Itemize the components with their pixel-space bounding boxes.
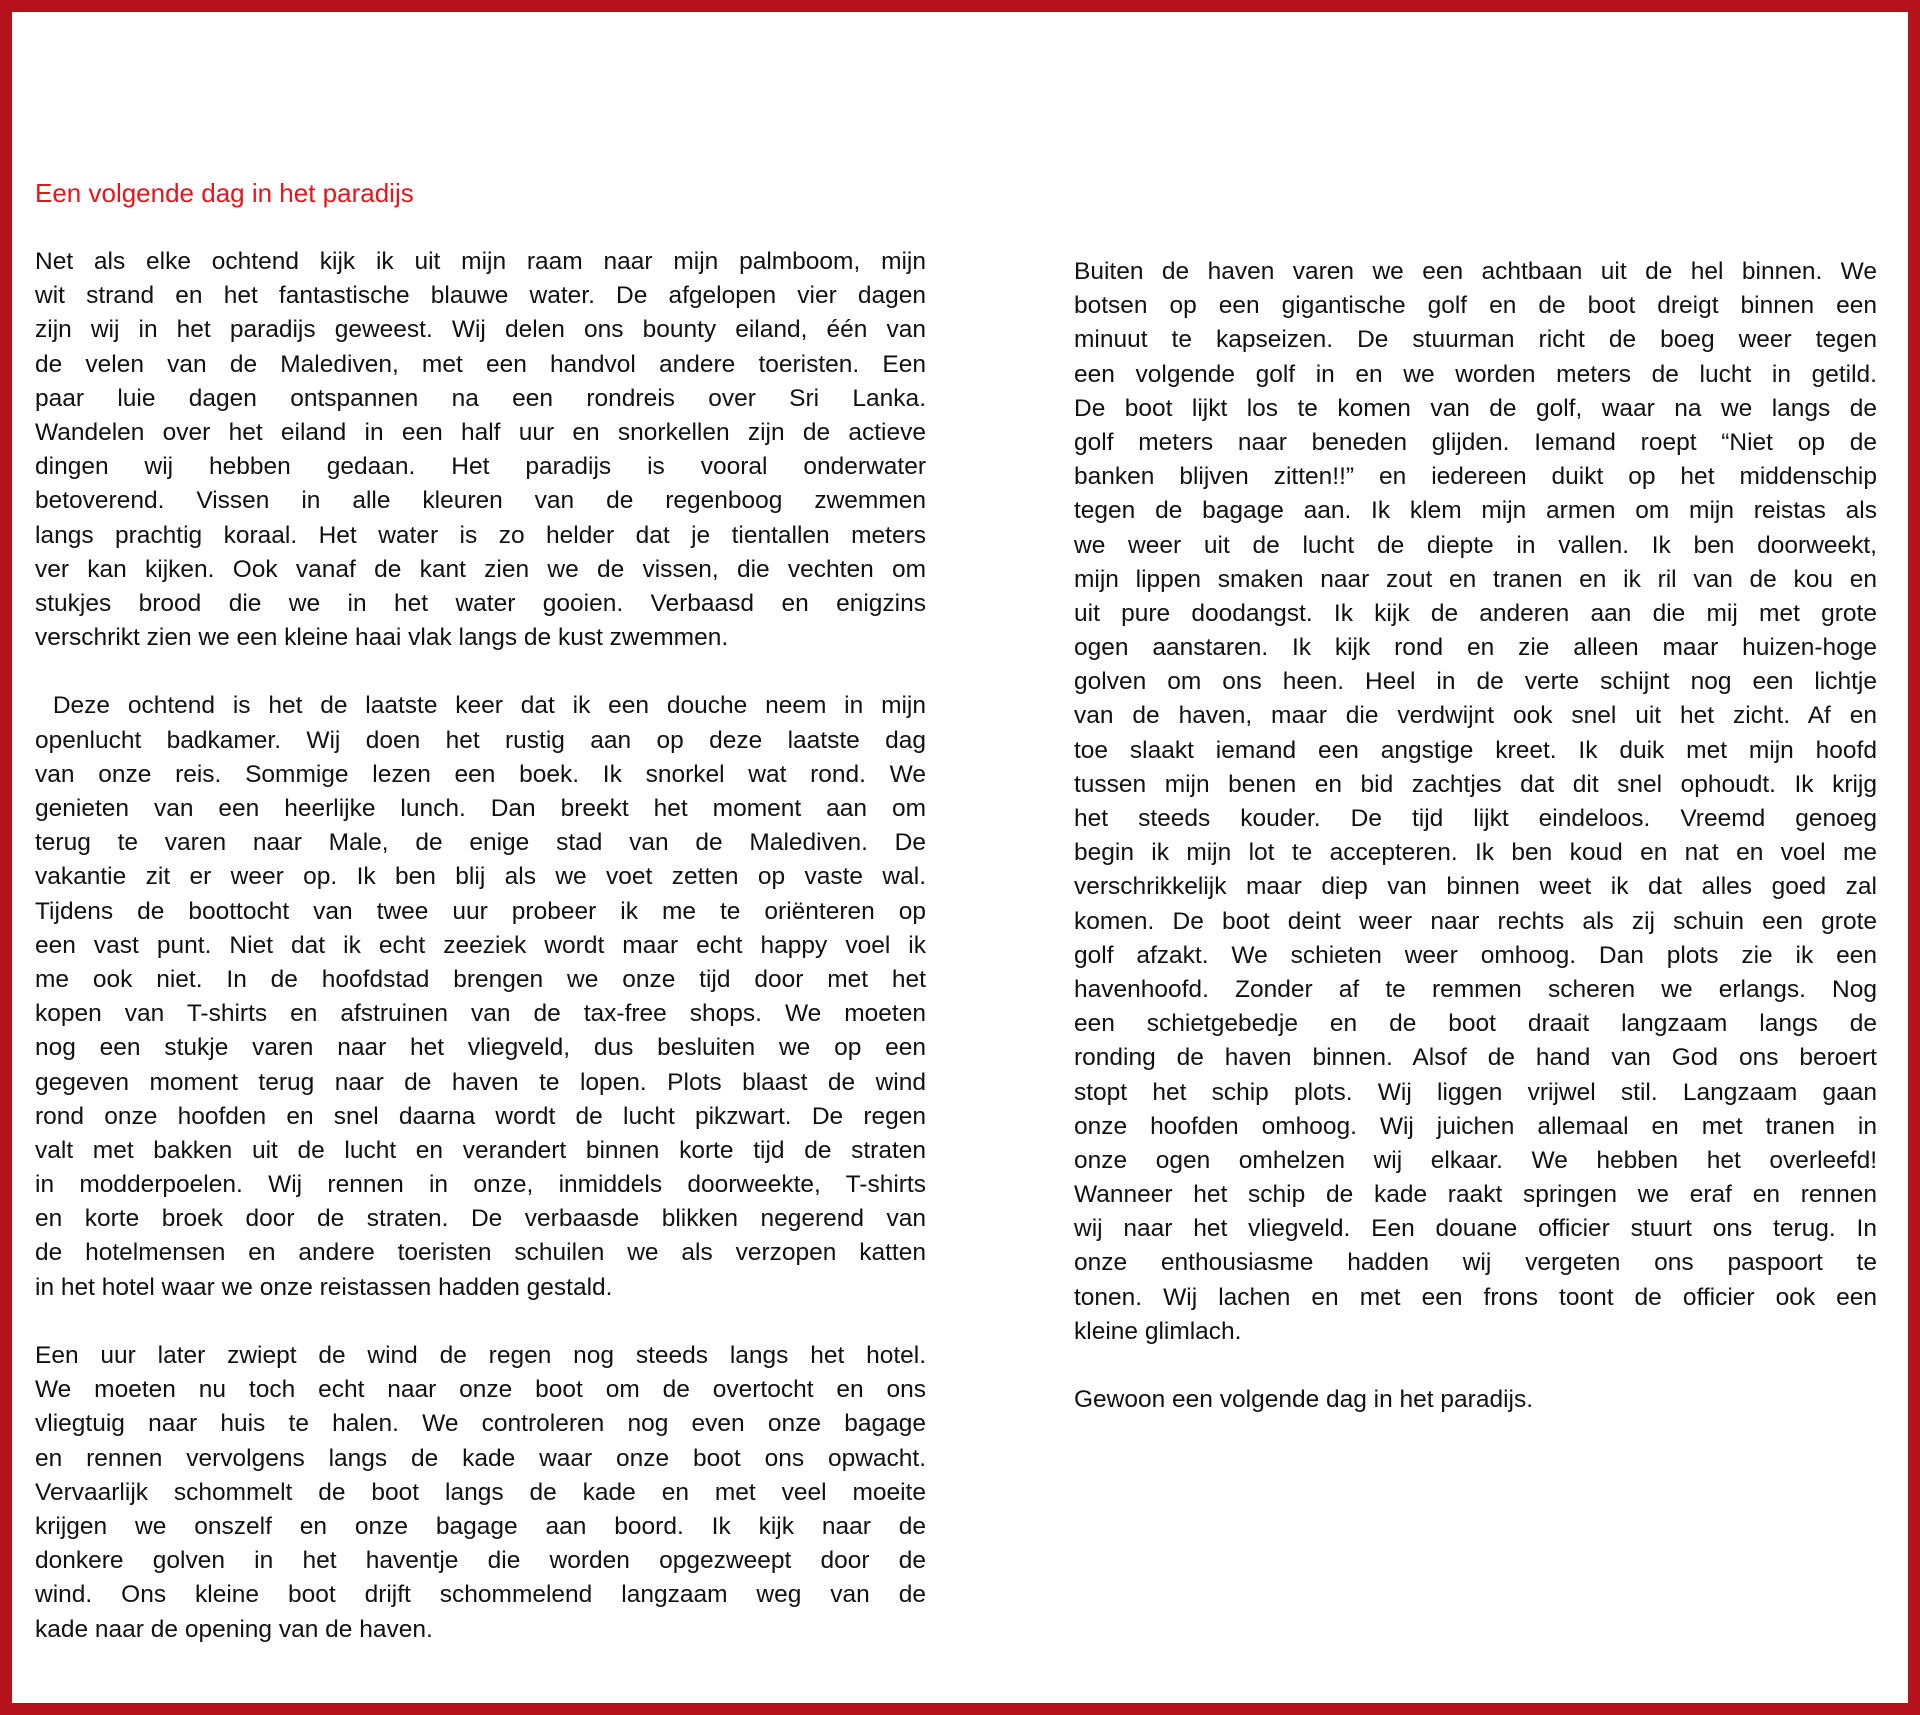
text-line: onze ogen omhelzen wij elkaar. We hebben het overleefd! [1074,1146,1877,1174]
text-line: komen. De boot deint weer naar rechts als zij schuin een grote [1074,907,1877,935]
text-line: uit pure doodangst. Ik kijk de anderen aan die mij met grote [1074,599,1877,627]
text-line: nog een stukje varen naar het vliegveld, dus besluiten we op een [35,1034,926,1062]
text-line: golven om ons heen. Heel in de verte schijnt nog een lichtje [1074,668,1877,696]
text-line: Tijdens de boottocht van twee uur probeer ik me te oriënteren op [35,897,926,925]
text-line: genieten van een heerlijke lunch. Dan breekt het moment aan om [35,795,926,822]
text-line: van de haven, maar die verdwijnt ook snel uit het zicht. Af en [1074,702,1877,730]
text-line: wij naar het vliegveld. Een douane officier stuurt ons terug. In [1074,1215,1877,1243]
text-line: wit strand en het fantastische blauwe water. De afgelopen vier dagen [35,282,926,310]
text-line: tussen mijn benen en bid zachtjes dat dit snel ophoudt. Ik krijg [1074,770,1877,798]
text-line: een schietgebedje en de boot draait langzaam langs de [1074,1010,1877,1038]
paragraph [1074,1383,1877,1417]
text-line: kopen van T-shirts en afstruinen van de tax-free shops. We moeten [35,1000,926,1028]
text-line: paar luie dagen ontspannen na een rondreis over Sri Lanka. [35,384,926,412]
text-line: in het hotel waar we onze reistassen hadden gestald. [35,1273,613,1301]
text-line: betoverend. Vissen in alle kleuren van de regenboog zwemmen [35,487,926,515]
text-line: We moeten nu toch echt naar onze boot om de overtocht en ons [35,1376,926,1404]
text-line: in modderpoelen. Wij rennen in onze, inmiddels doorweekte, T-shirts [35,1171,926,1199]
text-line: Buiten de haven varen we een achtbaan uit de hel binnen. We [1074,258,1877,285]
text-line: De boot lijkt los te komen van de golf, waar na we langs de [1074,394,1877,422]
text-line: tegen de bagage aan. Ik klem mijn armen om mijn reistas als [1074,497,1877,525]
text-line: stukjes brood die we in het water gooien. Verbaasd en enigzins [35,589,926,617]
text-line: toe slaakt iemand een angstige kreet. Ik duik met mijn hoofd [1074,736,1877,764]
text-line: we weer uit de lucht de diepte in vallen. Ik ben doorweekt, [1074,531,1877,559]
text-line: en korte broek door de straten. De verbaasde blikken negerend van [35,1205,926,1233]
text-line: Wandelen over het eiland in een half uur en snorkellen zijn de actieve [35,418,926,446]
text-line: terug te varen naar Male, de enige stad van de Malediven. De [35,829,926,857]
text-line: krijgen we onszelf en onze bagage aan boord. Ik kijk naar de [35,1512,926,1540]
text-line: ronding de haven binnen. Alsof de hand van God ons beroert [1074,1044,1877,1072]
text-line: Deze ochtend is het de laatste keer dat ik een douche neem in mijn [35,692,926,720]
text-line: onze hoofden omhoog. Wij juichen allemaal en met tranen in [1074,1112,1877,1140]
text-line: openlucht badkamer. Wij doen het rustig aan op deze laatste dag [35,726,926,754]
text-line: vakantie zit er weer op. Ik ben blij als we voet zetten op vaste wal. [35,863,926,891]
text-line: gegeven moment terug naar de haven te lopen. Plots blaast de wind [35,1068,926,1096]
text-line: rond onze hoofden en snel daarna wordt de lucht pikzwart. De regen [35,1102,926,1130]
text-line: de hotelmensen en andere toeristen schuilen we als verzopen katten [35,1239,926,1267]
text-line: zijn wij in het paradijs geweest. Wij delen ons bounty eiland, één van [35,316,926,344]
paragraph [35,689,926,1304]
text-line: tonen. Wij lachen en met een frons toont de officier ook een [1074,1283,1877,1311]
text-line: valt met bakken uit de lucht en verandert binnen korte tijd de straten [35,1136,926,1164]
text-line: havenhoofd. Zonder af te remmen scheren we erlangs. Nog [1074,975,1877,1003]
paragraph [1074,255,1877,1349]
text-line: me ook niet. In de hoofdstad brengen we onze tijd door met het [35,965,926,993]
text-line: minuut te kapseizen. De stuurman richt de boeg weer tegen [1074,326,1877,354]
text-line: de velen van de Malediven, met een handvol andere toeristen. Een [35,350,926,378]
text-line: Een uur later zwiept de wind de regen nog steeds langs het hotel. [35,1342,926,1369]
text-line: onze enthousiasme hadden wij vergeten ons paspoort te [1074,1249,1877,1277]
paragraph [35,1339,926,1647]
text-line: kleine glimlach. [1074,1317,1242,1345]
text-line: golf afzakt. We schieten weer omhoog. Dan plots zie ik een [1074,941,1877,969]
text-line: begin ik mijn lot te accepteren. Ik ben koud en nat en voel me [1074,839,1877,867]
text-line: banken blijven zitten!!” en iedereen duikt op het middenschip [1074,463,1877,491]
text-line: vliegtuig naar huis te halen. We controleren nog even onze bagage [35,1410,926,1438]
text-line: verschrikkelijk maar diep van binnen weet ik dat alles goed zal [1074,873,1877,901]
text-line: mijn lippen smaken naar zout en tranen en ik ril van de kou en [1074,565,1877,593]
text-line: ogen aanstaren. Ik kijk rond en zie alleen maar huizen-hoge [1074,634,1877,662]
text-line: ver kan kijken. Ook vanaf de kant zien we de vissen, die vechten om [35,555,926,583]
text-line: Gewoon een volgende dag in het paradijs. [1074,1386,1534,1414]
text-line: wind. Ons kleine boot drijft schommelend langzaam weg van de [35,1581,926,1609]
text-line: stopt het schip plots. Wij liggen vrijwel stil. Langzaam gaan [1074,1078,1877,1106]
text-line: een volgende golf in en we worden meters de lucht in getild. [1074,360,1877,388]
text-line: en rennen vervolgens langs de kade waar onze boot ons opwacht. [35,1444,926,1472]
text-line: donkere golven in het haventje die worden opgezweept door de [35,1547,926,1575]
text-line: langs prachtig koraal. Het water is zo helder dat je tientallen meters [35,521,926,549]
text-line: verschrikt zien we een kleine haai vlak langs de kust zwemmen. [35,624,729,652]
text-line: een vast punt. Niet dat ik echt zeeziek wordt maar echt happy voel ik [35,931,926,959]
text-line: Net als elke ochtend kijk ik uit mijn raam naar mijn palmboom, mijn [35,248,926,275]
text-line: botsen op een gigantische golf en de boot dreigt binnen een [1074,292,1877,320]
text-line: dingen wij hebben gedaan. Het paradijs is vooral onderwater [35,453,926,481]
right-column [1074,255,1877,1452]
document-title: Een volgende dag in het paradijs [35,178,414,208]
left-column [35,245,926,1681]
text-line: Wanneer het schip de kade raakt springen we eraf en rennen [1074,1181,1877,1209]
text-line: het steeds kouder. De tijd lijkt eindeloos. Vreemd genoeg [1074,805,1877,832]
text-line: Vervaarlijk schommelt de boot langs de kade en met veel moeite [35,1478,926,1506]
text-line: kade naar de opening van de haven. [35,1615,433,1643]
text-line: van onze reis. Sommige lezen een boek. Ik snorkel wat rond. We [35,760,926,788]
text-line: golf meters naar beneden glijden. Iemand roept “Niet op de [1074,428,1877,456]
paragraph [35,245,926,655]
